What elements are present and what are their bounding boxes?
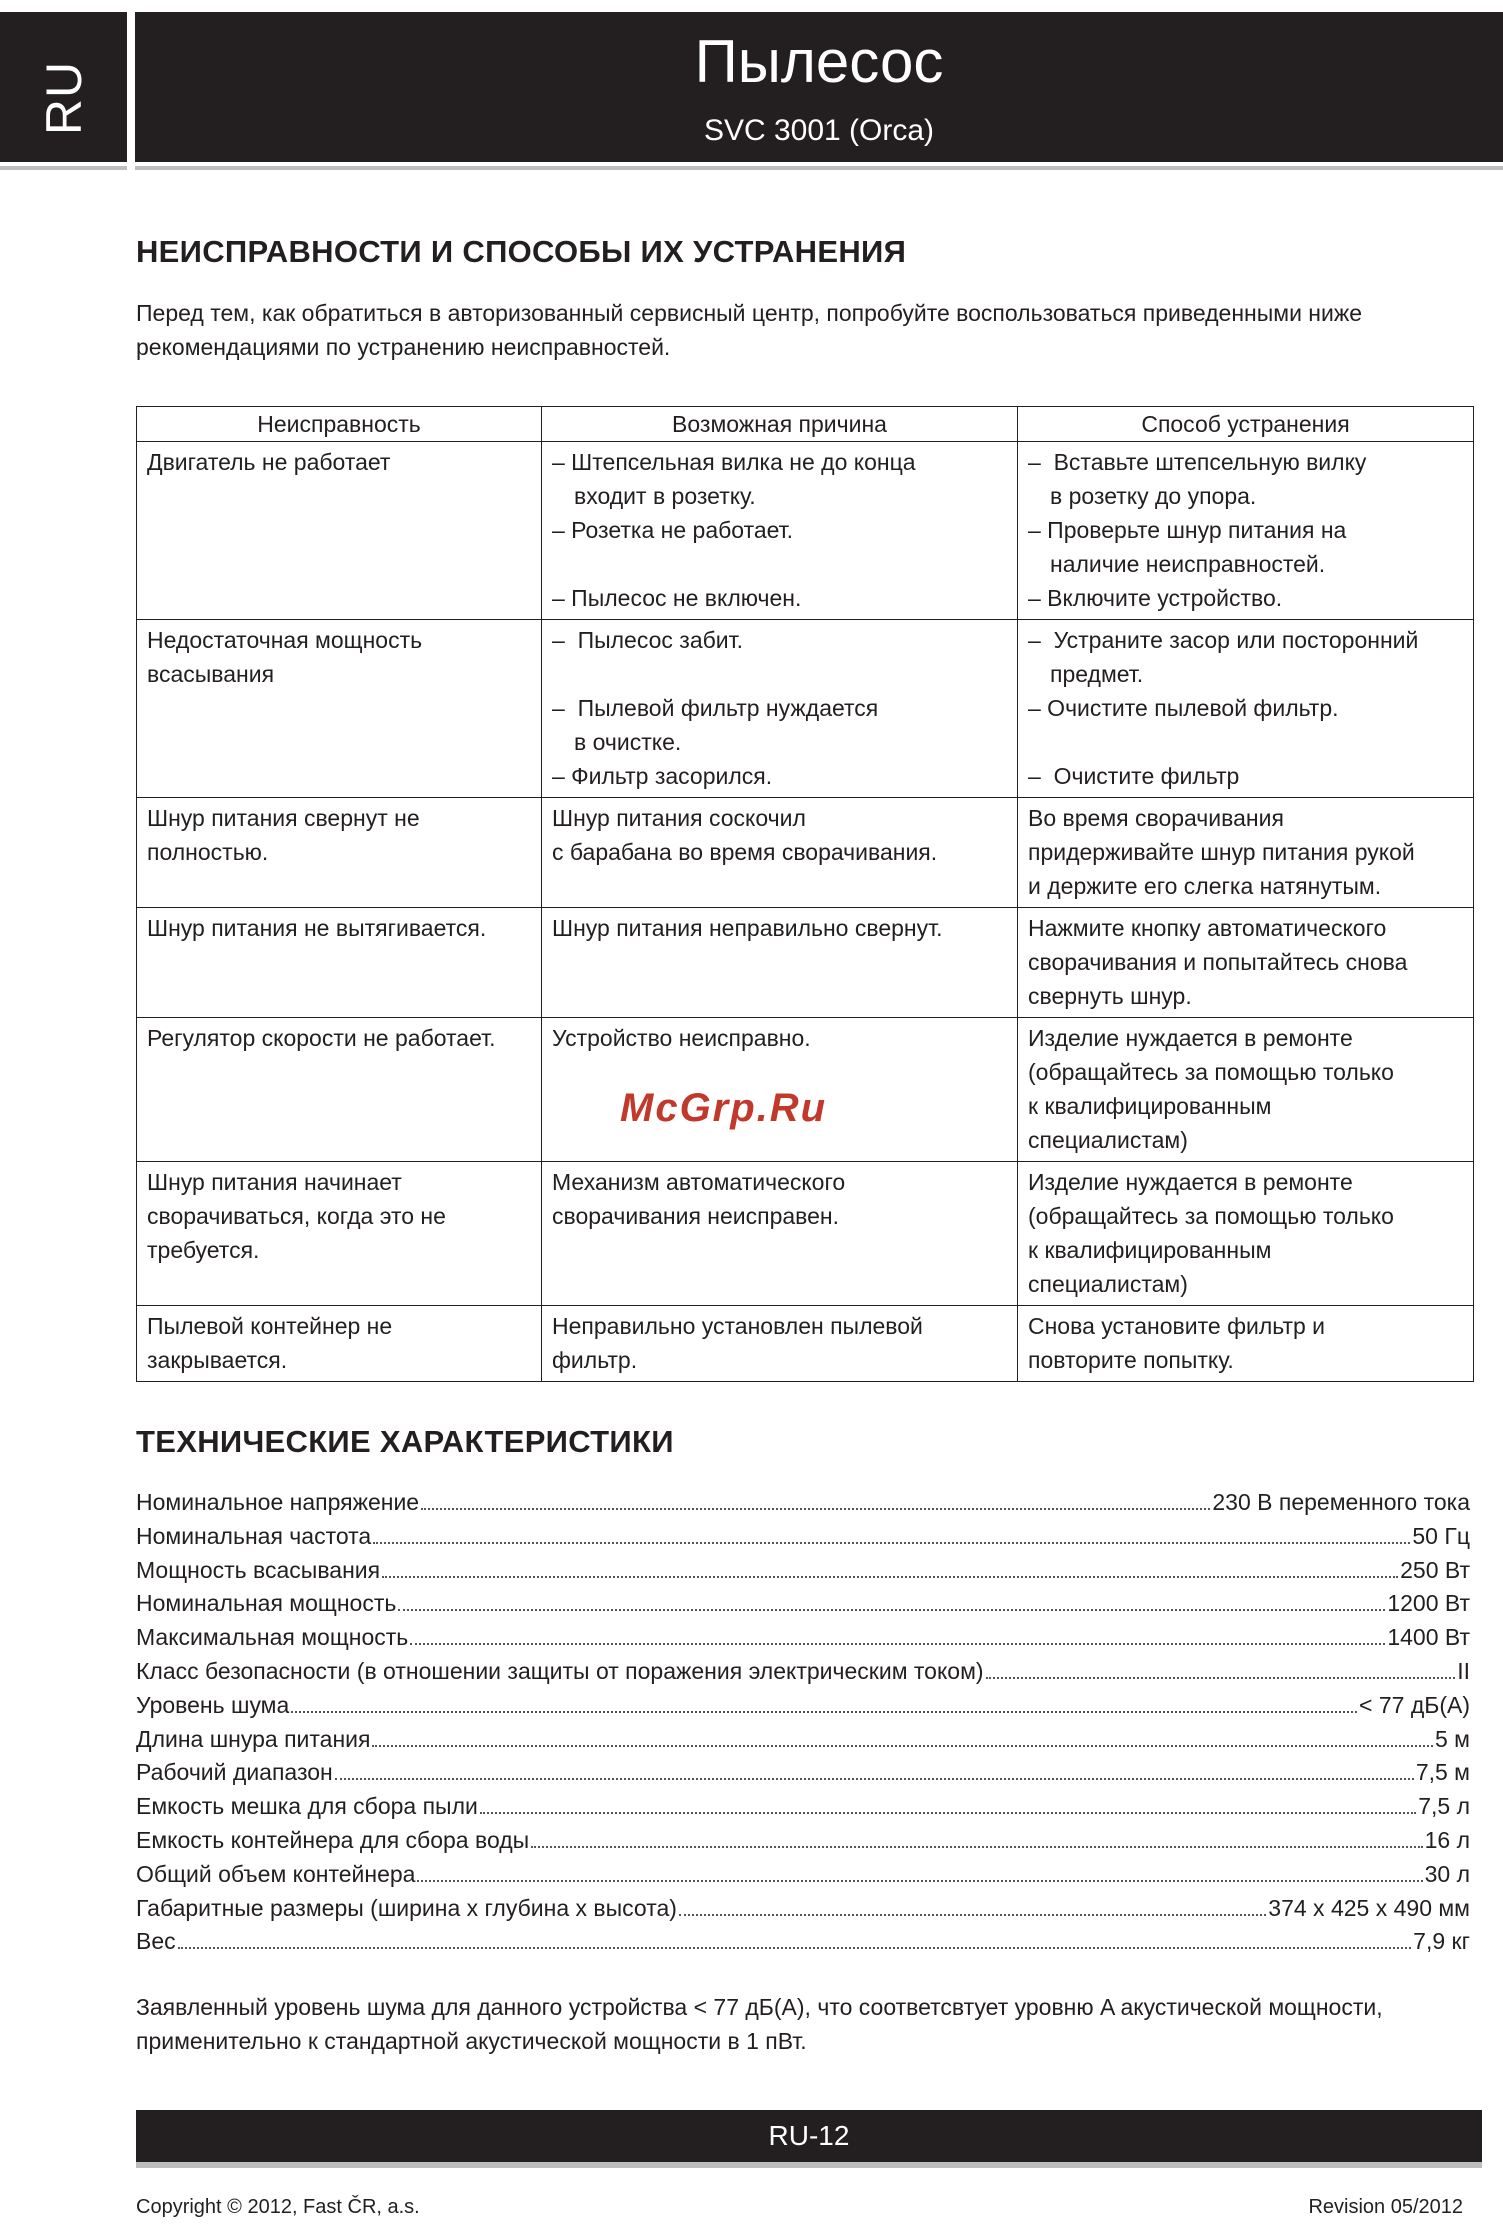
cell-fix: [1018, 798, 1474, 908]
cell-line: входит в розетку.: [574, 483, 756, 509]
spec-value: 1400 Вт: [1387, 1624, 1470, 1651]
spec-value: 16 л: [1424, 1826, 1470, 1853]
title-bar: [135, 12, 1503, 162]
page-title: Пылесос: [694, 28, 944, 95]
spec-row: [136, 1655, 1470, 1689]
cell-line: сворачивания неисправен.: [552, 1203, 840, 1229]
cell-line: сворачивания и попытайтесь снова: [1028, 949, 1408, 975]
cell-fault: [137, 1018, 542, 1162]
cell-fault: [137, 620, 542, 798]
cell-line: всасывания: [147, 661, 275, 687]
cell-line: специалистам): [1028, 1127, 1188, 1153]
cell-line: Нажмите кнопку автоматического: [1028, 915, 1387, 941]
cell-cause: [542, 798, 1018, 908]
spec-label: Рабочий диапазон: [136, 1759, 333, 1786]
spec-row: [136, 1689, 1470, 1723]
specs-list: [136, 1486, 1470, 1959]
column-header-cause: Возможная причина: [542, 407, 1018, 442]
cell-line: сворачиваться, когда это не: [147, 1203, 446, 1229]
cell-cause: [542, 1162, 1018, 1306]
troubleshooting-heading: НЕИСПРАВНОСТИ И СПОСОБЫ ИХ УСТРАНЕНИЯ: [136, 234, 907, 269]
cell-line: – Вставьте штепсельную вилку: [1028, 449, 1367, 475]
cell-fix: [1018, 442, 1474, 620]
dot-leader: [291, 1689, 1357, 1713]
cell-line: с барабана во время сворачивания.: [552, 839, 938, 865]
dot-leader: [398, 1587, 1385, 1611]
cell-line: и держите его слегка натянутым.: [1028, 873, 1382, 899]
spec-row: [136, 1858, 1470, 1892]
spec-row: [136, 1824, 1470, 1858]
spec-label: Номинальное напряжение: [136, 1489, 420, 1515]
cell-cause: [542, 442, 1018, 620]
cell-line: к квалифицированным: [1028, 1237, 1272, 1263]
cell-line: закрывается.: [147, 1347, 288, 1373]
table-body: [137, 442, 1474, 1382]
troubleshooting-table: [136, 406, 1474, 1382]
table-row: [137, 442, 1474, 620]
cell-line: Двигатель не работает: [147, 449, 391, 475]
cell-line: Шнур питания начинает: [147, 1169, 402, 1195]
cell-line: Недостаточная мощность: [147, 627, 423, 653]
spec-row: [136, 1892, 1470, 1926]
spec-value: < 77 дБ(A): [1359, 1691, 1470, 1718]
spec-value: 230 В переменного тока: [1212, 1489, 1470, 1515]
dot-leader: [373, 1520, 1410, 1544]
cell-cause: [542, 1306, 1018, 1382]
cell-line: Механизм автоматического: [552, 1169, 846, 1195]
cell-line: Шнур питания соскочил: [552, 805, 806, 831]
cell-line: – Очистите пылевой фильтр.: [1028, 695, 1339, 721]
cell-line: Во время сворачивания: [1028, 805, 1284, 831]
spec-label: Номинальная частота: [136, 1522, 372, 1549]
table-row: [137, 620, 1474, 798]
table-row: [137, 798, 1474, 908]
table-row: [137, 908, 1474, 1018]
divider: [135, 166, 1503, 170]
model-subtitle: SVC 3001 (Orca): [703, 114, 935, 147]
cell-line: [552, 547, 1007, 581]
cell-line: [1028, 725, 1463, 759]
cell-line: Снова установите фильтр и: [1028, 1313, 1326, 1339]
cell-line: – Пылесос забит.: [552, 627, 744, 653]
spec-value: 30 л: [1424, 1860, 1470, 1887]
cell-line: – Пылесос не включен.: [552, 585, 802, 611]
note-line: Заявленный уровень шума для данного устройства < 77 дБ(A), что соответсвтует уровню A акустической мощности,: [136, 1994, 1383, 2020]
intro-line: Перед тем, как обратиться в авторизованный сервисный центр, попробуйте воспользоваться приведенными ниже: [136, 300, 1363, 326]
spec-row: [136, 1790, 1470, 1824]
spec-label: Класс безопасности (в отношении защиты от поражения электрическим током): [136, 1657, 984, 1684]
spec-row: [136, 1486, 1470, 1520]
cell-line: требуется.: [147, 1237, 260, 1263]
dot-leader: [335, 1756, 1414, 1780]
cell-fix: [1018, 908, 1474, 1018]
cell-fault: [137, 1306, 542, 1382]
table-row: [137, 1306, 1474, 1382]
spec-row: [136, 1520, 1470, 1554]
spec-label: Общий объем контейнера: [136, 1860, 416, 1887]
cell-line: наличие неисправностей.: [1050, 551, 1326, 577]
cell-line: – Включите устройство.: [1028, 585, 1283, 611]
cell-line: в розетку до упора.: [1050, 483, 1257, 509]
spec-label: Емкость мешка для сбора пыли: [136, 1793, 478, 1820]
cell-cause: [542, 908, 1018, 1018]
divider: [0, 166, 127, 170]
column-header-fix: Способ устранения: [1018, 407, 1474, 442]
dot-leader: [417, 1858, 1422, 1882]
dot-leader: [531, 1824, 1422, 1848]
cell-line: Шнур питания неправильно свернут.: [552, 915, 943, 941]
troubleshooting-intro: [136, 296, 1476, 364]
spec-row: [136, 1925, 1470, 1959]
cell-line: Устройство неисправно.: [552, 1025, 811, 1051]
spec-label: Длина шнура питания: [136, 1725, 371, 1752]
cell-line: (обращайтесь за помощью только: [1028, 1059, 1394, 1085]
cell-line: фильтр.: [552, 1347, 638, 1373]
cell-line: повторите попытку.: [1028, 1347, 1234, 1373]
cell-line: Пылевой контейнер не: [147, 1313, 393, 1339]
spec-row: [136, 1587, 1470, 1621]
spec-label: Габаритные размеры (ширина x глубина x высота): [136, 1894, 677, 1921]
spec-value: 50 Гц: [1412, 1522, 1470, 1549]
cell-line: Изделие нуждается в ремонте: [1028, 1169, 1353, 1195]
cell-line: полностью.: [147, 839, 269, 865]
spec-label: Уровень шума: [136, 1691, 290, 1718]
copyright: Copyright © 2012, Fast ČR, a.s.: [136, 2196, 420, 2218]
cell-line: Регулятор скорости не работает.: [147, 1025, 496, 1051]
dot-leader: [480, 1790, 1416, 1814]
cell-line: – Проверьте шнур питания на: [1028, 517, 1347, 543]
dot-leader: [178, 1925, 1412, 1949]
dot-leader: [382, 1554, 1398, 1578]
dot-leader: [410, 1621, 1385, 1645]
spec-label: Максимальная мощность: [136, 1624, 409, 1651]
cell-line: придерживайте шнур питания рукой: [1028, 839, 1415, 865]
cell-line: Шнур питания свернут не: [147, 805, 420, 831]
spec-label: Емкость контейнера для сбора воды: [136, 1826, 530, 1853]
spec-row: [136, 1723, 1470, 1757]
spec-label: Мощность всасывания: [136, 1556, 381, 1583]
cell-line: Изделие нуждается в ремонте: [1028, 1025, 1353, 1051]
spec-value: 374 x 425 x 490 мм: [1268, 1894, 1470, 1921]
cell-line: – Фильтр засорился.: [552, 763, 773, 789]
spec-value: II: [1457, 1657, 1470, 1684]
cell-line: – Розетка не работает.: [552, 517, 794, 543]
cell-line: в очистке.: [574, 729, 682, 755]
language-tab: [0, 12, 131, 162]
cell-fix: [1018, 620, 1474, 798]
cell-line: специалистам): [1028, 1271, 1188, 1297]
cell-line: предмет.: [1050, 661, 1144, 687]
spec-value: 5 м: [1435, 1725, 1470, 1752]
cell-line: Неправильно установлен пылевой: [552, 1313, 923, 1339]
cell-line: – Устраните засор или посторонний: [1028, 627, 1419, 653]
cell-line: [552, 657, 1007, 691]
column-header-fault: Неисправность: [137, 407, 542, 442]
table-header-row: [137, 407, 1474, 442]
page-number-bar: [136, 2110, 1482, 2162]
spec-value: 250 Вт: [1400, 1556, 1470, 1583]
cell-line: – Штепсельная вилка не до конца: [552, 449, 916, 475]
spec-value: 7,9 кг: [1413, 1928, 1470, 1955]
cell-cause: [542, 620, 1018, 798]
cell-fault: [137, 442, 542, 620]
language-code: RU: [36, 60, 92, 136]
cell-fix: [1018, 1162, 1474, 1306]
spec-row: [136, 1621, 1470, 1655]
spec-row: [136, 1756, 1470, 1790]
cell-fault: [137, 798, 542, 908]
cell-line: – Пылевой фильтр нуждается: [552, 695, 879, 721]
spec-value: 1200 Вт: [1387, 1590, 1470, 1617]
watermark: McGrp.Ru: [620, 1086, 828, 1130]
specs-heading: ТЕХНИЧЕСКИЕ ХАРАКТЕРИСТИКИ: [136, 1424, 674, 1459]
page-number: RU-12: [768, 2120, 850, 2151]
cell-line: к квалифицированным: [1028, 1093, 1272, 1119]
spec-row: [136, 1554, 1470, 1588]
cell-line: (обращайтесь за помощью только: [1028, 1203, 1394, 1229]
note-line: применительно к стандартной акустической мощности в 1 пВт.: [136, 2028, 807, 2054]
dot-leader: [421, 1486, 1210, 1510]
dot-leader: [986, 1655, 1456, 1679]
cell-line: – Очистите фильтр: [1028, 763, 1240, 789]
intro-line: рекомендациями по устранению неисправностей.: [136, 334, 671, 360]
noise-note: [136, 1990, 1476, 2058]
cell-line: Шнур питания не вытягивается.: [147, 915, 487, 941]
spec-label: Вес: [136, 1928, 176, 1955]
cell-fault: [137, 908, 542, 1018]
cell-fault: [137, 1162, 542, 1306]
spec-value: 7,5 л: [1418, 1793, 1470, 1820]
cell-fix: [1018, 1306, 1474, 1382]
dot-leader: [679, 1892, 1266, 1916]
dot-leader: [372, 1723, 1433, 1747]
spec-value: 7,5 м: [1415, 1759, 1470, 1786]
cell-line: свернуть шнур.: [1028, 983, 1192, 1009]
spec-label: Номинальная мощность: [136, 1590, 397, 1617]
table-row: [137, 1162, 1474, 1306]
revision: Revision 05/2012: [1308, 2196, 1463, 2218]
cell-fix: [1018, 1018, 1474, 1162]
